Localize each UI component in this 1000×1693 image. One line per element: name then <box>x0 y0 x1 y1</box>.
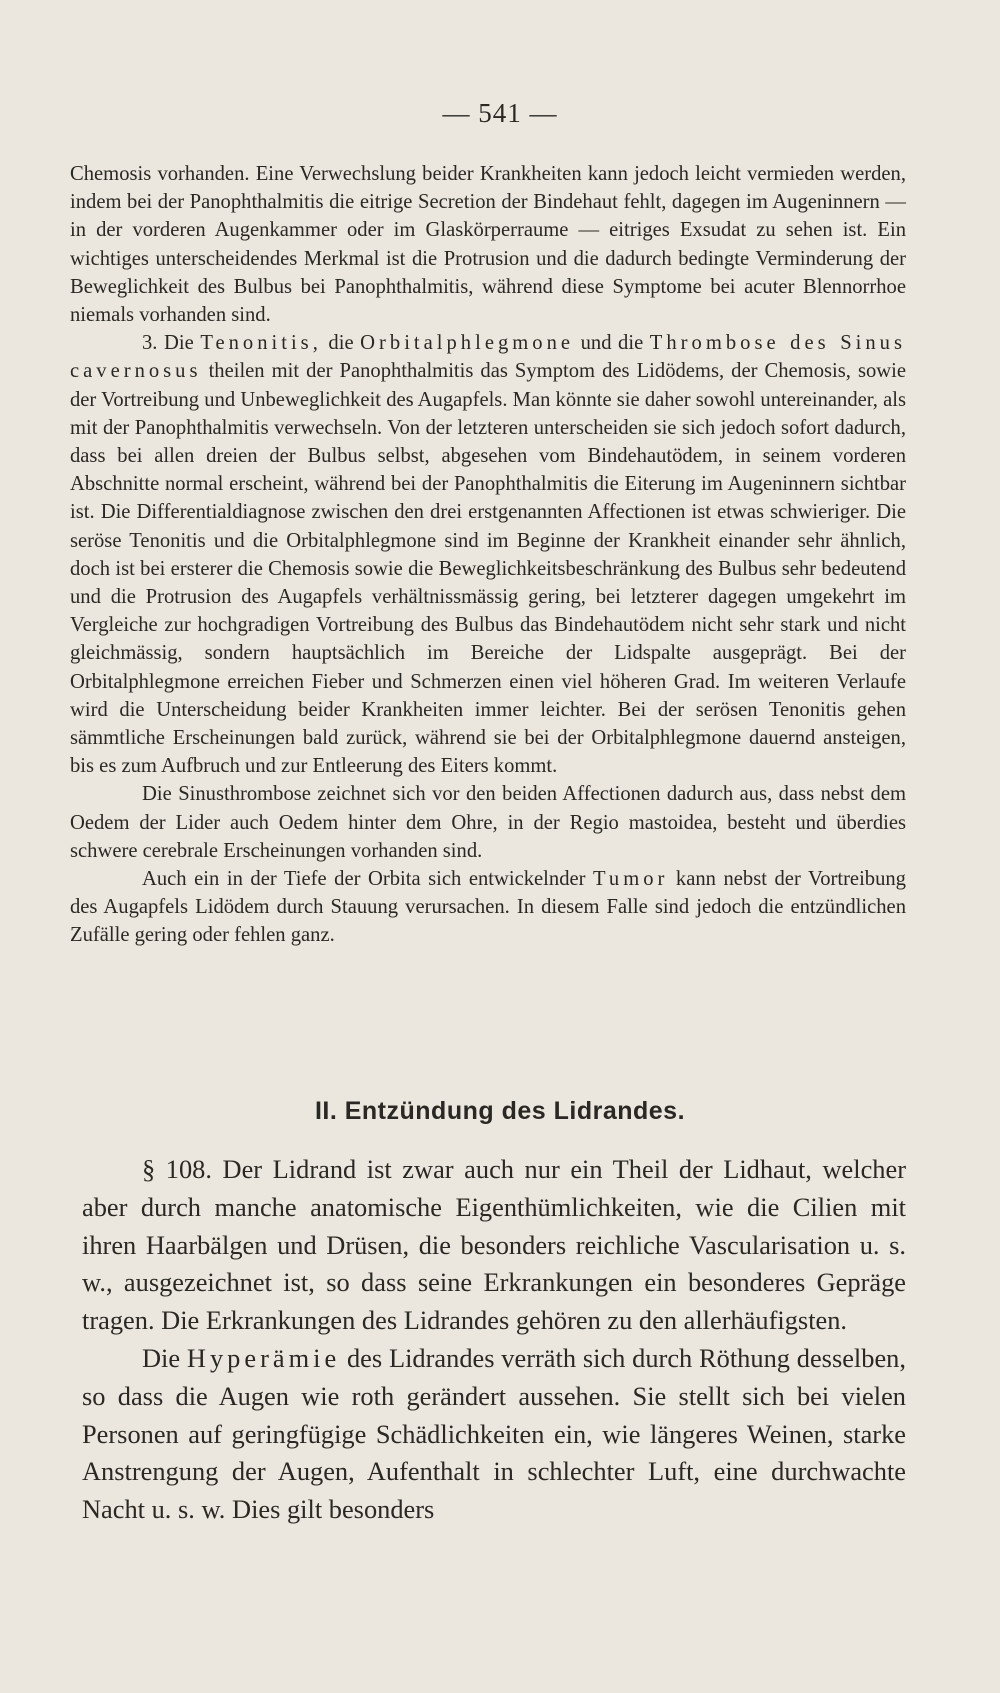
term-orbitalphlegmone: Orbitalphlegmone <box>360 332 575 355</box>
para3-text-b: und die <box>580 332 644 355</box>
para3-text-a: die <box>328 332 354 355</box>
paragraph-tumor <box>70 865 906 950</box>
term-tumor: Tumor <box>593 868 669 891</box>
para-hyp-text-a: Die <box>142 1342 181 1373</box>
paragraph-108: § 108. Der Lidrand ist zwar auch nur ein Theil der Lidhaut, welcher aber durch manche anatomische Eigenthümlichkeiten, wie die Cilien mit ihren Haarbälgen und Drüsen, die besonders reichliche Vascularisation u. s. w., ausgezeichnet ist, so dass seine Erkrankungen ein besonderes Gepräge tragen. Die Erkrankungen des Lidrandes gehören zu den allerhäufigsten. <box>82 1154 906 1336</box>
paragraph-chemosis: Chemosis vorhanden. Eine Verwechslung beider Krankheiten kann jedoch leicht vermieden werden, indem bei der Panophthalmitis die eitrige Secretion der Bindehaut fehlt, dagegen im Augeninnern — in der vorderen Augenkammer oder im Glaskörperraume — eitriges Exsudat zu sehen ist. Ein wichtiges unterscheidendes Merkmal ist die Protrusion und die dadurch bedingte Verminderung der Beweglichkeit des Bulbus bei Panophthalmitis, während diese Symptome bei acuter Blennorrhoe niemals vorhanden sind. <box>70 163 906 327</box>
page-number: — 541 — <box>442 98 558 128</box>
section-heading: II. Entzündung des Lidrandes. <box>314 1097 686 1125</box>
paragraph-3 <box>70 329 906 780</box>
para-hyp-text-b: des Lidrandes verräth sich durch Röthung desselben, so dass die Augen wie roth gerändert aussehen. Sie stellt sich bei vielen Personen auf geringfügige Schädlichkeiten ein, wie längeres Weinen, starke Anstrengung der Augen, Aufenthalt in schlechter Luft, eine durchwachte Nacht u. s. w. Dies gilt besonders <box>82 1342 906 1525</box>
paragraph-hyperaemie <box>82 1340 906 1529</box>
term-thrombose: Thrombose des Sinus cavernosus <box>70 332 906 383</box>
term-hyperaemie: Hyperämie <box>186 1342 341 1373</box>
para5-text-a: Auch ein in der Tiefe der Orbita sich entwickelnder <box>142 868 586 891</box>
paragraph-sinusthrombose: Die Sinusthrombose zeichnet sich vor den beiden Affectionen dadurch aus, dass nebst dem Oedem der Lider auch Oedem hinter dem Ohre, in der Regio mastoidea, besteht und überdies schwere cerebrale Erscheinungen vorhanden sind. <box>70 783 906 862</box>
small-text-block <box>70 160 906 950</box>
para3-lead: 3. Die <box>142 332 194 355</box>
para3-text-rest: theilen mit der Panophthalmitis das Symptom des Lidödems, der Chemosis, sowie der Vortreibung und Unbeweglichkeit des Augapfels. Man könnte sie daher sowohl untereinander, als mit der Panophthalmitis verwechseln. Von der letzteren unterscheiden sie sich jedoch sofort dadurch, dass bei allen dreien der Bulbus selbst, abgesehen vom Bindehautödem, in seinem vorderen Abschnitte normal erscheint, während bei der Panophthalmitis die Eiterung im Augeninnern sichtbar ist. Die Differentialdiagnose zwischen den drei erstgenannten Affectionen ist etwas schwieriger. Die seröse Tenonitis und die Orbitalphlegmone sind im Beginne der Krankheit einander sehr ähnlich, doch ist bei ersterer die Chemosis sowie die Beweglichkeitsbeschränkung des Bulbus sehr bedeutend und die Protrusion des Augapfels verhältnissmässig gering, bei letzterer dagegen umgekehrt im Vergleiche zur hochgradigen Vortreibung des Bulbus das Bindehautödem nicht sehr stark und nicht gleichmässig, sondern hauptsächlich im Bereiche der Lidspalte ausgeprägt. Bei der Orbitalphlegmone erreichen Fieber und Schmerzen einen viel höheren Grad. Im weiteren Verlaufe wird die Unterscheidung beider Krankheiten immer leichter. Bei der serösen Tenonitis gehen sämmtliche Erscheinungen bald zurück, während sie bei der Orbitalphlegmone dauernd ansteigen, bis es zum Aufbruch und zur Entleerung des Eiters kommt. <box>70 360 906 778</box>
para5-text-b: kann nebst der Vortreibung des Augapfels Lidödem durch Stauung verursachen. In diesem Falle sind jedoch die entzündlichen Zufälle gering oder fehlen ganz. <box>70 868 906 947</box>
term-tenonitis: Tenonitis, <box>200 332 322 355</box>
large-text-block <box>82 1151 906 1529</box>
